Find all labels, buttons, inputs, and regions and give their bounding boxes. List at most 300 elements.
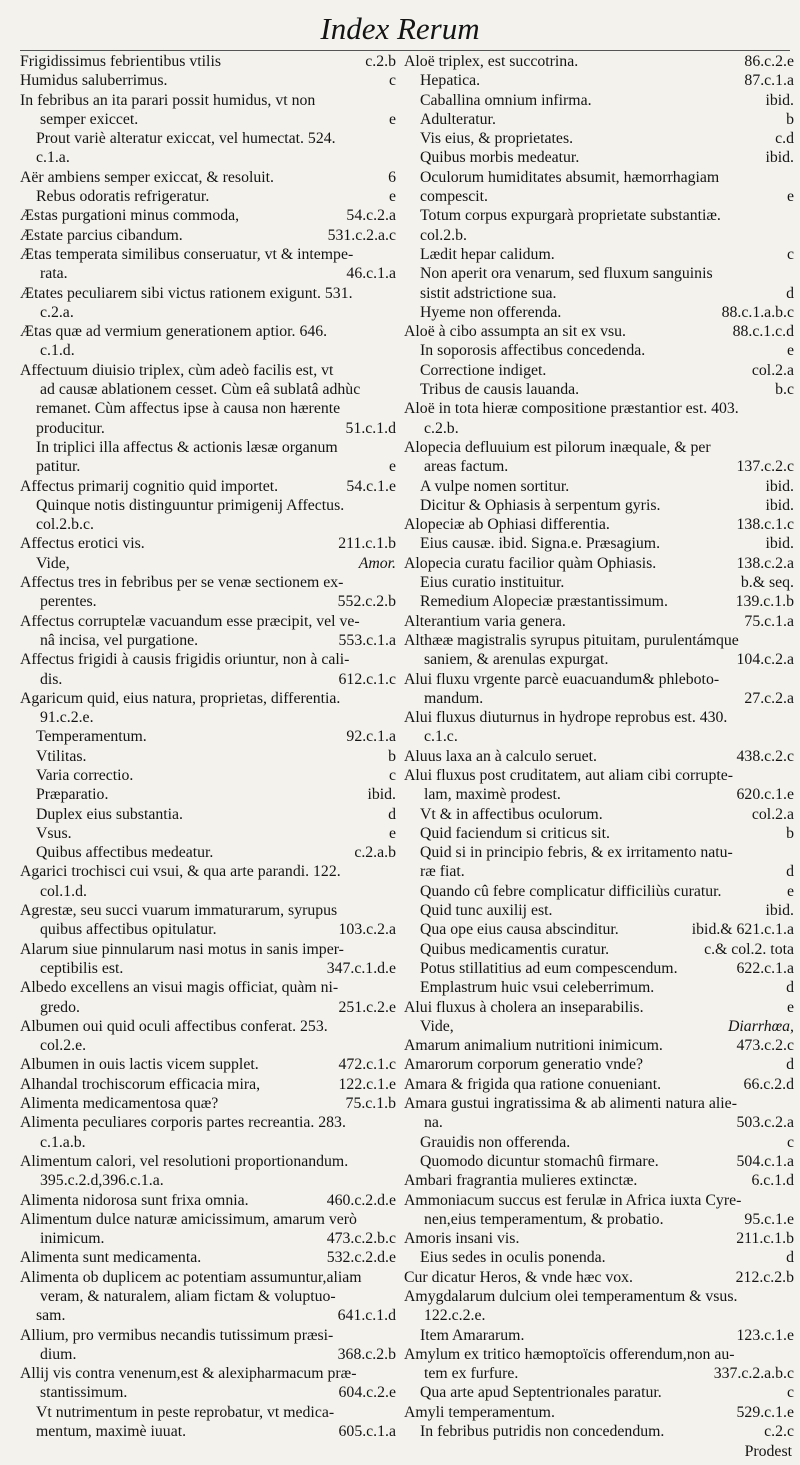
index-entry: [404, 361, 794, 380]
entry-reference: c.2.a.b: [354, 844, 396, 862]
entry-text: Item Amararum.: [420, 1326, 525, 1344]
entry-text: Agrestæ, seu succi vuarum immaturarum, syrupus: [20, 902, 338, 920]
entry-reference: 95.c.1.e: [744, 1210, 794, 1228]
index-entry: [20, 612, 396, 651]
entry-continuation: c.1.a.: [36, 149, 70, 167]
entry-text: Frigidissimus febrientibus vtilis: [20, 53, 221, 70]
entry-continuation: col.2.b.: [420, 226, 467, 244]
entry-reference: 88.c.1.c.d: [732, 323, 794, 341]
entry-reference: c: [786, 245, 794, 263]
entry-reference: 138.c.1.c: [736, 516, 794, 534]
index-entry: [20, 901, 396, 940]
entry-continuation: compescit.: [420, 188, 488, 206]
index-entry: [20, 554, 396, 573]
entry-text: Amylum ex tritico hæmoptoïcis offerendum,non au-: [404, 1345, 735, 1363]
entry-text: Amara & frigida qua ratione conueniant.: [404, 1075, 662, 1093]
index-entry: [404, 1036, 794, 1055]
entry-text: Aër ambiens semper exiccat, & resoluit.: [20, 168, 274, 186]
entry-reference: b: [388, 747, 396, 765]
entry-continuation: na.: [424, 1114, 443, 1132]
entry-text: Alimenta nidorosa sunt frixa omnia.: [20, 1191, 249, 1209]
entry-text: Ammoniacum succus est ferulæ in Africa iuxta Cyre-: [404, 1191, 742, 1209]
index-entry: [20, 477, 396, 496]
entry-text: Temperamentum.: [36, 728, 147, 746]
entry-reference: 504.c.1.a: [736, 1152, 794, 1170]
entry-text: Albedo excellens an visui magis officiat, quàm ni-: [20, 979, 339, 997]
entry-continuation: c.2.b.: [424, 419, 459, 437]
index-entry: [404, 766, 794, 805]
index-entry: [20, 129, 396, 168]
entry-text: Alimenta sunt medicamenta.: [20, 1249, 202, 1267]
entry-continuation: c.1.d.: [40, 342, 75, 360]
entry-text: Quibus medicamentis curatur.: [420, 940, 610, 958]
entry-text: Amoris insani vis.: [404, 1230, 520, 1248]
index-entry: [20, 785, 396, 804]
index-entry: [20, 496, 396, 535]
entry-text: Affectus erotici vis.: [20, 535, 145, 553]
entry-continuation: 91.c.2.e.: [40, 709, 94, 727]
index-entry: [20, 862, 396, 901]
index-entry: [20, 1326, 396, 1365]
entry-reference: 104.c.2.a: [736, 651, 794, 669]
entry-text: Correctione indiget.: [420, 361, 547, 379]
entry-text: Albumen in ouis lactis vicem supplet.: [20, 1056, 259, 1074]
entry-reference: b: [786, 824, 794, 842]
index-entry: [404, 940, 794, 959]
entry-reference: ibid.: [765, 91, 794, 109]
index-entry: [404, 322, 794, 341]
entry-text: Quibus morbis medeatur.: [420, 149, 580, 167]
index-entry: [404, 843, 794, 882]
entry-text: Alopecia curatu facilior quàm Ophiasis.: [404, 554, 657, 572]
entry-text: Alui fluxu vrgente parcè euacuandum& phleboto-: [404, 670, 720, 688]
entry-reference: 472.c.1.c: [338, 1056, 396, 1074]
entry-text: Ambari fragrantia mulieres extinctæ.: [404, 1172, 638, 1190]
index-entry: [404, 477, 794, 496]
entry-continuation: stantissimum.: [40, 1384, 128, 1402]
entry-continuation: col.2.e.: [40, 1037, 87, 1055]
entry-text: Vsus.: [36, 824, 72, 842]
entry-reference: 532.c.2.d.e: [326, 1249, 396, 1267]
index-entry: [20, 168, 396, 187]
entry-text: Æstas purgationi minus commoda,: [20, 207, 240, 225]
entry-text: Ætas quæ ad vermium generationem aptior. 646.: [20, 323, 328, 341]
index-entry: [404, 129, 794, 148]
entry-continuation: nen,eius temperamentum, & probatio.: [424, 1210, 664, 1228]
entry-reference: e: [388, 188, 396, 206]
index-entry: [404, 52, 794, 71]
index-entry: [20, 1017, 396, 1056]
entry-text: Quinque notis distinguuntur primigenij Affectus.: [36, 496, 345, 514]
index-entry: [404, 612, 794, 631]
index-entry: [404, 71, 794, 90]
entry-reference: 86.c.2.e: [744, 53, 794, 70]
entry-continuation: quibus affectibus opitulatur.: [40, 921, 217, 939]
entry-text: remanet. Cùm affectus ipse à causa non hærente: [36, 400, 341, 418]
entry-text: Alimenta ob duplicem ac potentiam assumuntur,aliam: [20, 1268, 362, 1286]
index-entry: [404, 341, 794, 360]
entry-text: Quid si in principio febris, & ex irritamento natu-: [420, 844, 733, 862]
index-entry: [404, 1229, 794, 1248]
index-entry: [404, 920, 794, 939]
entry-text: Humidus saluberrimus.: [20, 72, 168, 90]
entry-text: Lædit hepar calidum.: [420, 245, 555, 263]
entry-reference: d: [786, 1249, 794, 1267]
entry-text: Aloë triplex, est succotrina.: [404, 53, 579, 70]
index-entry: [20, 689, 396, 728]
entry-reference: 612.c.1.c: [338, 670, 396, 688]
index-entry: [20, 824, 396, 843]
entry-reference: d: [786, 284, 794, 302]
index-entry: [404, 747, 794, 766]
entry-continuation: mentum, maximè iuuat.: [36, 1423, 187, 1441]
page-title: Index Rerum: [320, 11, 480, 46]
index-entry: [404, 1017, 794, 1036]
index-entry: [20, 284, 396, 323]
entry-text: Hyeme non offerenda.: [420, 303, 562, 321]
index-entry: [20, 187, 396, 206]
entry-text: sam.: [36, 1307, 66, 1325]
entry-text: Eius causæ. ibid. Signa.e. Præsagium.: [420, 535, 661, 553]
entry-text: In triplici illa affectus & actionis læsæ organum: [36, 438, 338, 456]
index-entry: [404, 1383, 794, 1402]
index-entry: [404, 573, 794, 592]
entry-reference: b.& seq.: [740, 574, 794, 592]
entry-text: Grauidis non offerenda.: [420, 1133, 571, 1151]
entry-reference: 46.c.1.a: [346, 265, 396, 283]
entry-continuation: semper exiccet.: [40, 110, 139, 128]
index-entry: [20, 399, 396, 438]
entry-reference: 503.c.2.a: [736, 1114, 794, 1132]
entry-continuation: rata.: [40, 265, 68, 283]
entry-reference: 139.c.1.b: [735, 593, 794, 611]
entry-reference: 473.c.2.c: [736, 1037, 794, 1055]
entry-continuation: gredo.: [40, 998, 80, 1016]
index-entry: [20, 1210, 396, 1249]
entry-text: Agaricum quid, eius natura, proprietas, differentia.: [20, 689, 341, 707]
entry-text: Oculorum humiditates absumit, hæmorrhagiam: [420, 168, 720, 186]
index-entry: [20, 1403, 396, 1442]
entry-text: Alopeciæ ab Ophiasi differentia.: [404, 516, 610, 534]
entry-reference: 529.c.1.e: [736, 1403, 794, 1421]
entry-reference: 438.c.2.c: [736, 747, 794, 765]
index-entry: [20, 91, 396, 130]
entry-text: Aloë in tota hieræ compositione præstantior est. 403.: [404, 400, 739, 418]
index-entry: [20, 245, 396, 284]
entry-continuation: dis.: [40, 670, 63, 688]
entry-continuation: 122.c.2.e.: [424, 1307, 486, 1325]
index-entry: [404, 534, 794, 553]
index-entry: [404, 515, 794, 534]
index-entry: [20, 573, 396, 612]
entry-continuation: c.1.a.b.: [40, 1133, 86, 1151]
entry-reference: ibid.: [765, 535, 794, 553]
entry-text: Albumen oui quid oculi affectibus conferat. 253.: [20, 1017, 328, 1035]
entry-text: Duplex eius substantia.: [36, 805, 183, 823]
index-entry: [20, 71, 396, 90]
entry-text: A vulpe nomen sortitur.: [420, 477, 570, 495]
entry-text: Emplastrum huic vsui celeberrimum.: [420, 979, 655, 997]
entry-text: Vis eius, & proprietates.: [420, 130, 574, 148]
entry-text: Totum corpus expurgarà proprietate substantiæ.: [420, 207, 721, 225]
entry-reference: c: [786, 1384, 794, 1402]
entry-text: In febribus putridis non concedendum.: [420, 1423, 665, 1441]
entry-continuation: col.2.b.c.: [36, 516, 94, 534]
entry-reference: 552.c.2.b: [337, 593, 396, 611]
entry-reference: ibid.: [765, 902, 794, 920]
entry-continuation: inimicum.: [40, 1230, 105, 1248]
index-entry: [404, 110, 794, 129]
entry-text: Quid faciendum si criticus sit.: [420, 824, 610, 842]
index-entry: [404, 1191, 794, 1230]
index-entry: [404, 1055, 794, 1074]
entry-continuation: patitur.: [36, 458, 81, 476]
entry-continuation: dium.: [40, 1345, 77, 1363]
entry-reference: b: [786, 110, 794, 128]
entry-text: Caballina omnium infirma.: [420, 91, 592, 109]
entry-text: Agarici trochisci cui vsui, & qua arte parandi. 122.: [20, 863, 341, 881]
entry-reference: e: [786, 882, 794, 900]
entry-text: Alui fluxus post cruditatem, aut aliam cibi corrupte-: [404, 766, 734, 784]
entry-text: Varia correctio.: [36, 766, 134, 784]
entry-reference: 137.c.2.c: [736, 458, 794, 476]
entry-reference: 51.c.1.d: [345, 419, 396, 437]
entry-continuation: mandum.: [424, 689, 484, 707]
entry-text: Adulteratur.: [420, 110, 496, 128]
index-entry: [404, 882, 794, 901]
entry-text: Amara gustui ingratissima & ab alimenti natura alie-: [404, 1095, 737, 1113]
entry-reference: 211.c.1.b: [338, 535, 396, 553]
entry-text: Vt nutrimentum in peste reprobatur, vt medica-: [36, 1403, 335, 1421]
entry-reference: 347.c.1.d.e: [326, 959, 396, 977]
entry-text: Alui fluxus diuturnus in hydrope reprobus est. 430.: [404, 709, 728, 727]
index-entry: [404, 399, 794, 438]
index-entry: [20, 747, 396, 766]
index-entry: [404, 631, 794, 670]
entry-text: Alui fluxus à cholera an inseparabilis.: [404, 998, 644, 1016]
index-entry: [20, 1055, 396, 1074]
entry-continuation: areas factum.: [424, 458, 509, 476]
entry-reference: 92.c.1.a: [346, 728, 396, 746]
index-entry: [404, 1287, 794, 1326]
entry-reference: ibid.& 621.c.1.a: [691, 921, 794, 939]
index-entry: [404, 1403, 794, 1422]
entry-text: Eius sedes in oculis ponenda.: [420, 1249, 606, 1267]
index-entry: [404, 670, 794, 709]
entry-text: Quando cû febre complicatur difficiliùs curatur.: [420, 882, 722, 900]
catchword: Prodest: [744, 1443, 792, 1460]
entry-continuation: tem ex furfure.: [424, 1365, 519, 1383]
index-column-right: [404, 52, 794, 1447]
entry-continuation: perentes.: [40, 593, 97, 611]
index-entry: [404, 824, 794, 843]
index-entry: [20, 766, 396, 785]
entry-text: Non aperit ora venarum, sed fluxum sanguinis: [420, 265, 713, 283]
entry-reference: 251.c.2.e: [338, 998, 396, 1016]
entry-text: Rebus odoratis refrigeratur.: [36, 188, 210, 206]
entry-text: Alterantium varia genera.: [404, 612, 566, 630]
index-entry: [404, 1268, 794, 1287]
entry-continuation: sistit adstrictione sua.: [420, 284, 557, 302]
entry-text: Aluus laxa an à calculo seruet.: [404, 747, 597, 765]
entry-reference: 337.c.2.a.b.c: [713, 1365, 794, 1383]
entry-reference: 211.c.1.b: [736, 1230, 794, 1248]
header-rule: [20, 50, 790, 51]
entry-reference: 54.c.1.e: [346, 477, 396, 495]
entry-text: Vide,: [420, 1017, 454, 1035]
entry-text: Allium, pro vermibus necandis tutissimum præsi-: [20, 1326, 334, 1344]
index-entry: [20, 438, 396, 477]
index-entry: [404, 1094, 794, 1133]
entry-reference: c: [388, 72, 396, 90]
entry-italic-reference: Diarrhœa,: [728, 1017, 794, 1035]
index-entry: [404, 1171, 794, 1190]
entry-text: Vtilitas.: [36, 747, 87, 765]
entry-text: Vide,: [36, 554, 70, 572]
entry-reference: d: [786, 863, 794, 881]
entry-text: Hepatica.: [420, 72, 481, 90]
entry-text: Alimenta medicamentosa quæ?: [20, 1095, 219, 1113]
entry-continuation: c.2.a.: [40, 303, 74, 321]
entry-reference: 103.c.2.a: [338, 921, 396, 939]
entry-text: Eius curatio instituitur.: [420, 574, 565, 592]
index-entry: [404, 1248, 794, 1267]
index-entry: [404, 438, 794, 477]
index-entry: [404, 1422, 794, 1441]
entry-reference: 75.c.1.b: [345, 1095, 396, 1113]
entry-text: Tribus de causis lauanda.: [420, 381, 580, 399]
entry-text: Althææ magistralis syrupus pituitam, purulentámque: [404, 631, 739, 649]
index-entry: [404, 592, 794, 611]
index-entry: [404, 1326, 794, 1345]
index-entry: [20, 1306, 396, 1325]
index-entry: [20, 1094, 396, 1113]
index-entry: [404, 978, 794, 997]
entry-reference: col.2.a: [751, 805, 794, 823]
index-entry: [404, 245, 794, 264]
entry-text: Alimentum dulce naturæ amicissimum, amarum verò: [20, 1210, 357, 1228]
index-entry: [404, 206, 794, 245]
entry-reference: 87.c.1.a: [744, 72, 794, 90]
index-entry: [20, 206, 396, 225]
entry-text: Amyli temperamentum.: [404, 1403, 555, 1421]
entry-reference: c.2.c: [764, 1423, 794, 1441]
entry-reference: 473.c.2.b.c: [326, 1230, 396, 1248]
index-entry: [404, 303, 794, 322]
entry-continuation: producitur.: [36, 419, 105, 437]
entry-text: Allij vis contra venenum,est & alexipharmacum præ-: [20, 1365, 357, 1383]
entry-reference: 75.c.1.a: [744, 612, 794, 630]
entry-reference: ibid.: [367, 786, 396, 804]
entry-reference: 6.c.1.d: [751, 1172, 794, 1190]
entry-reference: ibid.: [765, 496, 794, 514]
entry-reference: 66.c.2.d: [743, 1075, 794, 1093]
entry-reference: 27.c.2.a: [744, 689, 794, 707]
entry-text: Affectus tres in febribus per se venæ sectionem ex-: [20, 574, 344, 592]
index-entry: [404, 148, 794, 167]
entry-text: Alopecia defluuium est pilorum inæquale, & per: [404, 438, 711, 456]
entry-reference: c.2.b: [365, 53, 396, 70]
index-entry: [20, 978, 396, 1017]
index-entry: [20, 940, 396, 979]
entry-text: Remedium Alopeciæ præstantissimum.: [420, 593, 668, 611]
entry-text: Dicitur & Ophiasis à serpentum gyris.: [420, 496, 661, 514]
entry-reference: ibid.: [765, 477, 794, 495]
entry-continuation: nâ incisa, vel purgatione.: [40, 631, 199, 649]
index-entry: [20, 226, 396, 245]
index-entry: [404, 91, 794, 110]
entry-reference: 122.c.1.e: [338, 1075, 396, 1093]
entry-continuation: ræ fiat.: [420, 863, 465, 881]
entry-continuation: 395.c.2.d,396.c.1.a.: [40, 1172, 164, 1190]
entry-italic-reference: Amor.: [358, 554, 396, 572]
index-entry: [20, 727, 396, 746]
entry-text: Æstate parcius cibandum.: [20, 226, 183, 244]
entry-reference: c.& col.2. tota: [704, 940, 794, 958]
entry-reference: d: [786, 1056, 794, 1074]
index-entry: [404, 168, 794, 207]
index-entry: [404, 496, 794, 515]
entry-reference: col.2.a: [751, 361, 794, 379]
index-entry: [20, 805, 396, 824]
entry-continuation: ad causæ ablationem cesset. Cùm eâ sublatâ adhùc: [40, 381, 361, 399]
index-entry: [20, 843, 396, 862]
entry-reference: 553.c.1.a: [338, 631, 396, 649]
entry-reference: 622.c.1.a: [736, 959, 794, 977]
entry-reference: b.c: [775, 381, 794, 399]
entry-reference: 605.c.1.a: [338, 1423, 396, 1441]
index-entry: [20, 1113, 396, 1152]
entry-text: Alarum siue pinnularum nasi motus in sanis imper-: [20, 940, 344, 958]
entry-text: Alimenta peculiares corporis partes recreantia. 283.: [20, 1114, 346, 1132]
entry-text: In febribus an ita parari possit humidus, vt non: [20, 91, 316, 109]
entry-reference: 138.c.2.a: [736, 554, 794, 572]
index-entry: [404, 380, 794, 399]
entry-text: Affectus primarij cognitio quid importet.: [20, 477, 279, 495]
entry-reference: c: [786, 1133, 794, 1151]
entry-text: Aloë à cibo assumpta an sit ex vsu.: [404, 323, 626, 341]
entry-reference: e: [786, 188, 794, 206]
entry-reference: e: [388, 824, 396, 842]
index-entry: [404, 1075, 794, 1094]
index-entry: [20, 650, 396, 689]
entry-reference: 460.c.2.d.e: [326, 1191, 396, 1209]
entry-continuation: saniem, & arenulas expurgat.: [424, 651, 609, 669]
entry-reference: 6: [388, 168, 396, 186]
entry-text: Prout variè alteratur exiccat, vel humectat. 524.: [36, 130, 336, 148]
entry-text: Quomodo dicuntur stomachû firmare.: [420, 1152, 659, 1170]
entry-reference: d: [388, 805, 396, 823]
entry-text: Qua ope eius causa abscinditur.: [420, 921, 619, 939]
entry-reference: 620.c.1.e: [736, 786, 794, 804]
entry-text: Ætates peculiarem sibi victus rationem exigunt. 531.: [20, 284, 353, 302]
index-entry: [20, 1152, 396, 1191]
entry-reference: 123.c.1.e: [736, 1326, 794, 1344]
index-entry: [404, 959, 794, 978]
entry-text: Præparatio.: [36, 786, 109, 804]
index-entry: [20, 52, 396, 71]
entry-reference: 531.c.2.a.c: [327, 226, 396, 244]
entry-reference: 641.c.1.d: [337, 1307, 396, 1325]
entry-text: Quibus affectibus medeatur.: [36, 844, 214, 862]
entry-text: Alhandal trochiscorum efficacia mira,: [20, 1075, 261, 1093]
entry-continuation: lam, maximè prodest.: [424, 786, 561, 804]
index-entry: [20, 1268, 396, 1307]
index-entry: [404, 901, 794, 920]
entry-text: Vt & in affectibus oculorum.: [420, 805, 603, 823]
index-entry: [404, 264, 794, 303]
entry-text: Ætas temperata similibus conseruatur, vt & intempe-: [20, 245, 354, 263]
